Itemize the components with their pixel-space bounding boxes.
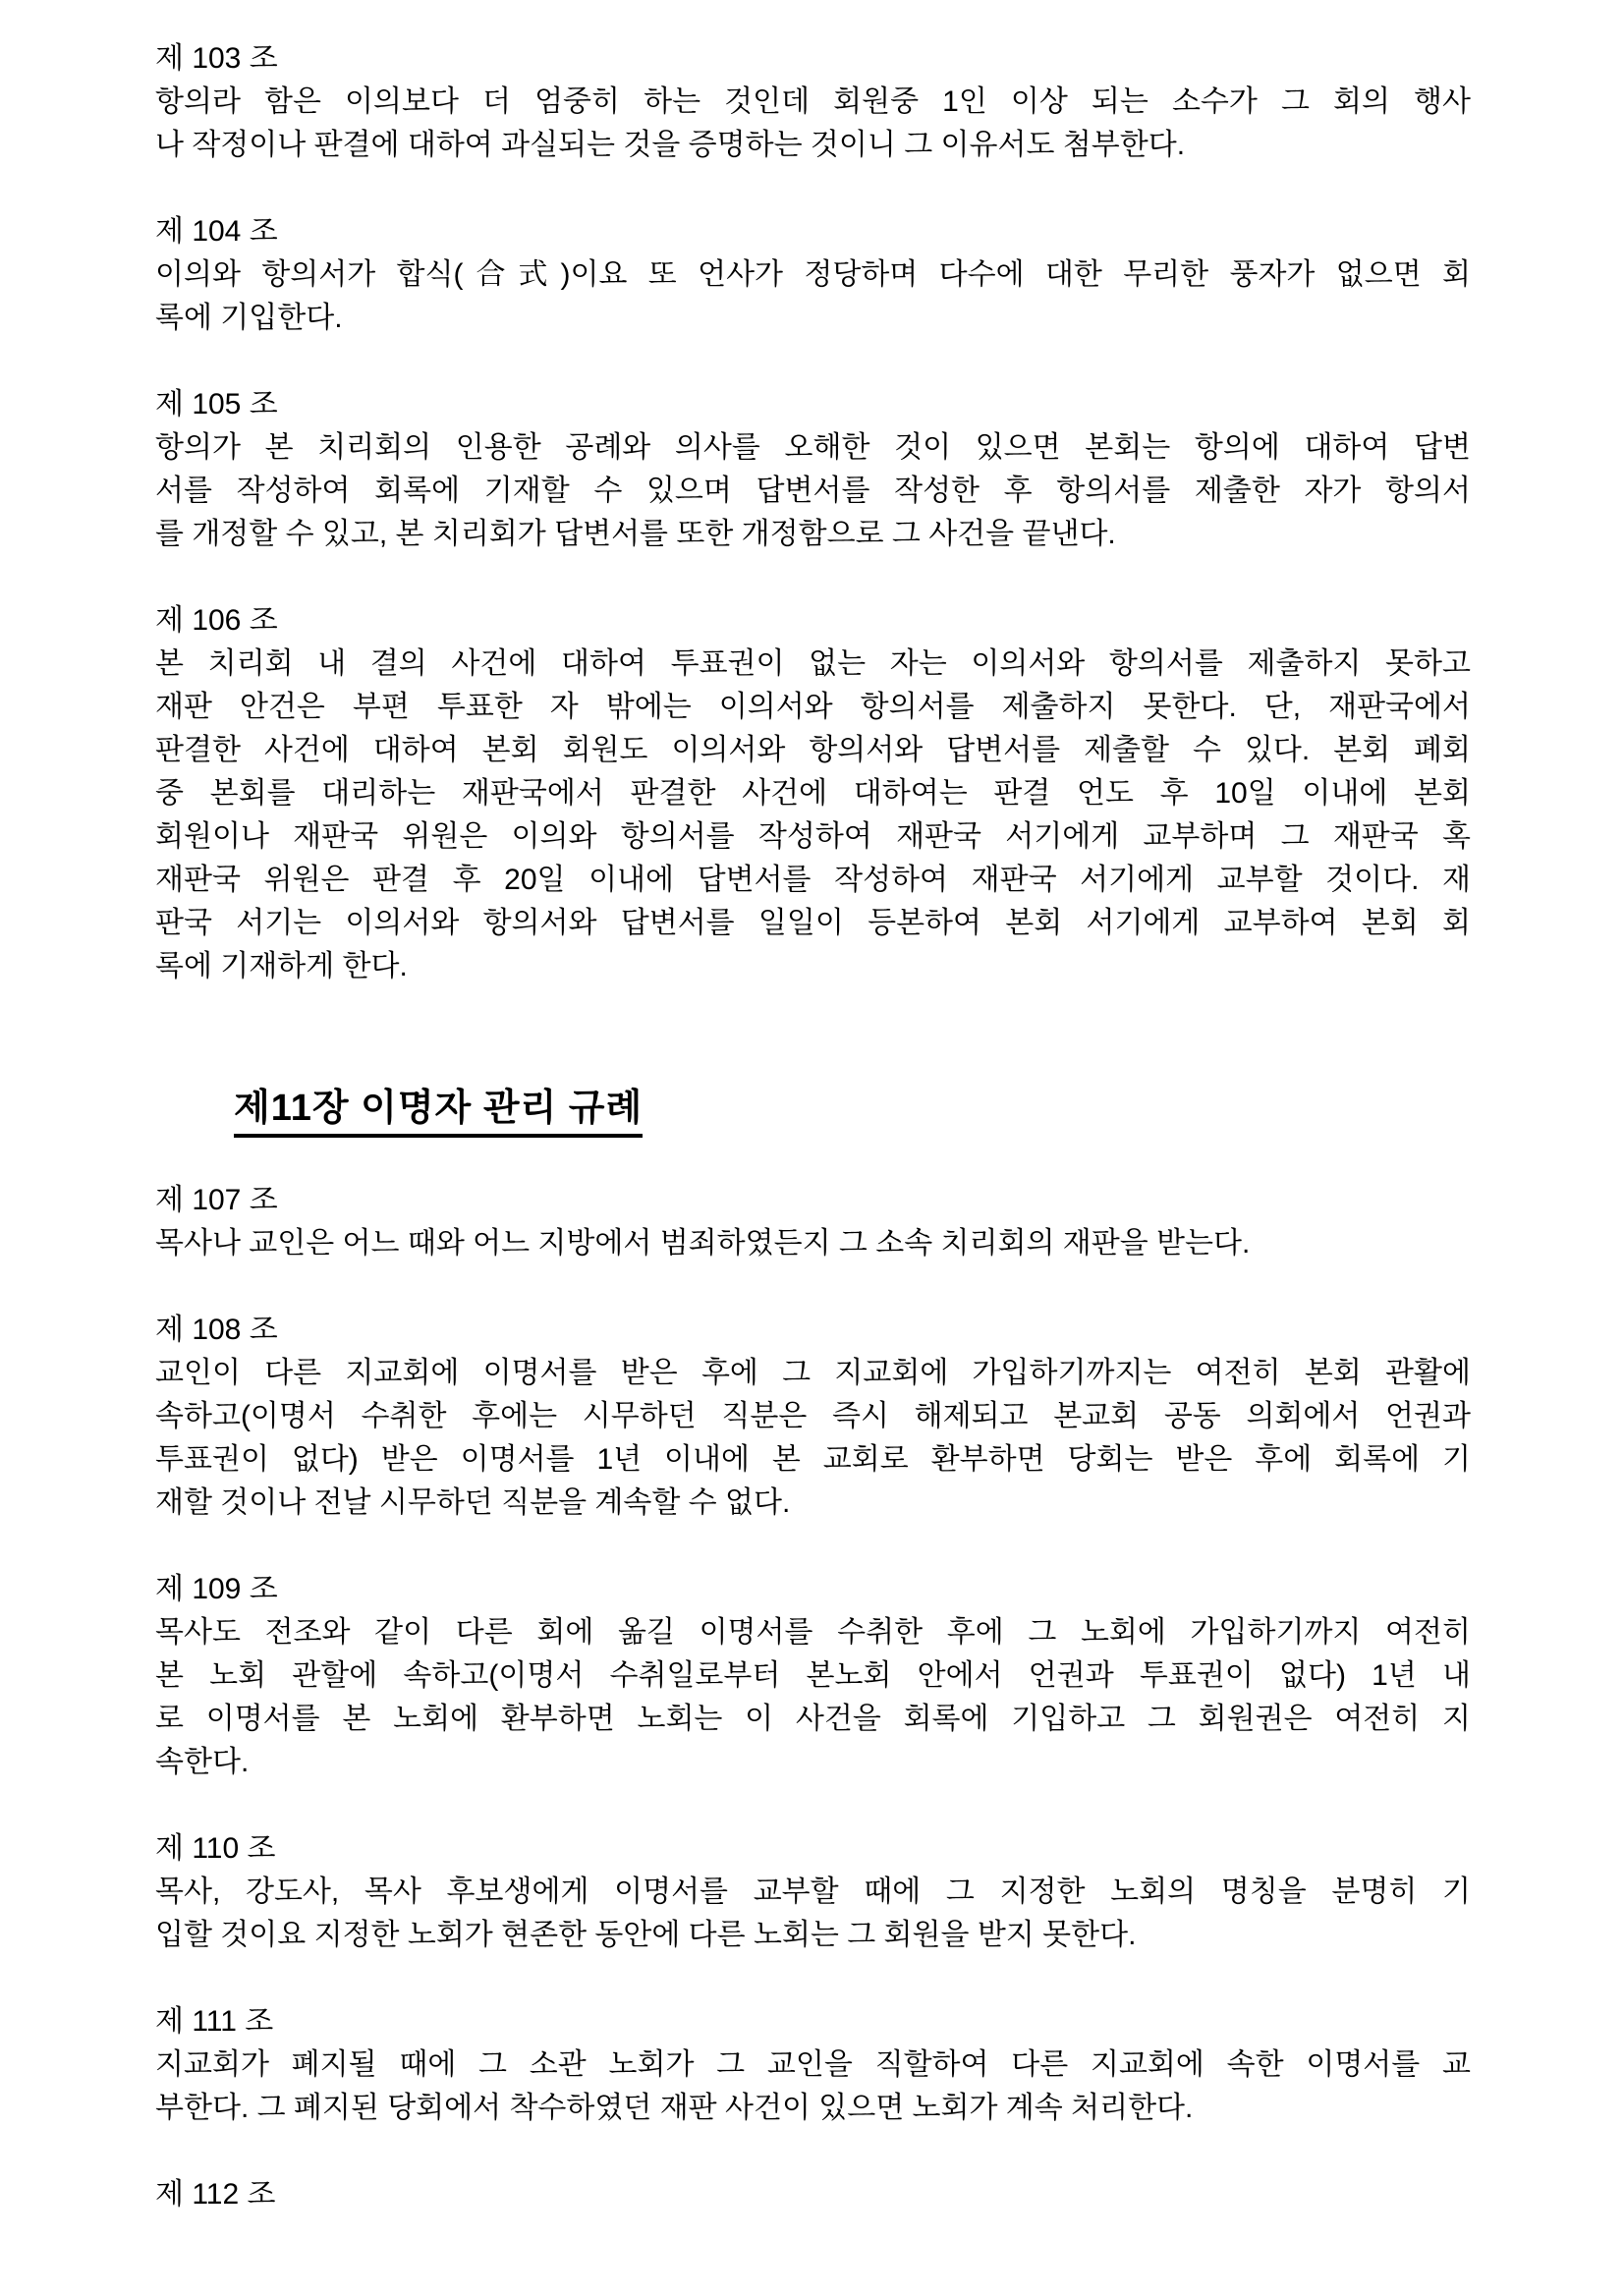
article bbox=[155, 37, 1471, 167]
article-line: 속한다. bbox=[155, 1746, 250, 1778]
article-line: 록에 기재하게 한다. bbox=[155, 950, 408, 982]
article-line: 를 개정할 수 있고, 본 치리회가 답변서를 또한 개정함으로 그 사건을 끝낸다. bbox=[155, 518, 1116, 550]
article-line: 교인이 다른 지교회에 이명서를 받은 후에 그 지교회에 가입하기까지는 여전히 본회 관활에 bbox=[155, 1357, 1471, 1389]
article-line: 입할 것이요 지정한 노회가 현존한 동안에 다른 노회는 그 회원을 받지 못한다. bbox=[155, 1919, 1137, 1951]
article-label: 제 109 조 bbox=[155, 1573, 278, 1605]
article-label: 제 110 조 bbox=[155, 1832, 276, 1865]
chapter-heading-text: 제11장 이명자 관리 규례 bbox=[234, 1085, 643, 1138]
chapter-heading bbox=[234, 1085, 1471, 1138]
article-label: 제 112 조 bbox=[155, 2178, 276, 2211]
article bbox=[155, 210, 1471, 340]
article bbox=[155, 1309, 1471, 1525]
article bbox=[155, 1179, 1471, 1265]
article bbox=[155, 599, 1471, 988]
article-line: 서를 작성하여 회록에 기재할 수 있으며 답변서를 작성한 후 항의서를 제출한 자가 항의서 bbox=[155, 475, 1471, 507]
article-line: 목사나 교인은 어느 때와 어느 지방에서 범죄하였든지 그 소속 치리회의 재판을 받는다. bbox=[155, 1227, 1251, 1260]
article-line: 속하고(이명서 수취한 후에는 시무하던 직분은 즉시 해제되고 본교회 공동 의회에서 언권과 bbox=[155, 1400, 1471, 1432]
article-line: 본 치리회 내 결의 사건에 대하여 투표권이 없는 자는 이의서와 항의서를 제출하지 못하고 bbox=[155, 647, 1471, 680]
article bbox=[155, 2000, 1471, 2130]
article-line: 목사, 강도사, 목사 후보생에게 이명서를 교부할 때에 그 지정한 노회의 명칭을 분명히 기 bbox=[155, 1876, 1471, 1908]
article-label: 제 105 조 bbox=[155, 388, 278, 420]
article bbox=[155, 1827, 1471, 1957]
article-label: 제 103 조 bbox=[155, 42, 278, 75]
article-line: 재할 것이나 전날 시무하던 직분을 계속할 수 없다. bbox=[155, 1486, 791, 1519]
article-line: 중 본회를 대리하는 재판국에서 판결한 사건에 대하여는 판결 언도 후 10일 이내에 본회 bbox=[155, 777, 1471, 810]
article-line: 이의와 항의서가 합식(合式)이요 또 언사가 정당하며 다수에 대한 무리한 풍자가 없으면 회 bbox=[155, 258, 1471, 291]
article-line: 투표권이 없다) 받은 이명서를 1년 이내에 본 교회로 환부하면 당회는 받은 후에 회록에 기 bbox=[155, 1443, 1471, 1476]
article-line: 본 노회 관할에 속하고(이명서 수취일로부터 본노회 안에서 언권과 투표권이 없다) 1년 내 bbox=[155, 1659, 1471, 1692]
article-line: 록에 기입한다. bbox=[155, 302, 343, 334]
article-line: 재판 안건은 부편 투표한 자 밖에는 이의서와 항의서를 제출하지 못한다. 단, 재판국에서 bbox=[155, 691, 1471, 723]
article-line: 목사도 전조와 같이 다른 회에 옮길 이명서를 수취한 후에 그 노회에 가입하기까지 여전히 bbox=[155, 1616, 1471, 1649]
article bbox=[155, 1568, 1471, 1784]
article-line: 판국 서기는 이의서와 항의서와 답변서를 일일이 등본하여 본회 서기에게 교부하여 본회 회 bbox=[155, 907, 1471, 939]
article bbox=[155, 2173, 1471, 2216]
article-label: 제 104 조 bbox=[155, 215, 278, 248]
article bbox=[155, 383, 1471, 556]
article-line: 부한다. 그 폐지된 당회에서 착수하였던 재판 사건이 있으면 노회가 계속 처리한다. bbox=[155, 2092, 1194, 2124]
article-line: 로 이명서를 본 노회에 환부하면 노회는 이 사건을 회록에 기입하고 그 회원권은 여전히 지 bbox=[155, 1703, 1471, 1735]
article-label: 제 107 조 bbox=[155, 1184, 278, 1216]
article-line: 판결한 사건에 대하여 본회 회원도 이의서와 항의서와 답변서를 제출할 수 있다. 본회 폐회 bbox=[155, 734, 1471, 766]
document-body bbox=[155, 37, 1471, 2216]
article-line: 항의라 함은 이의보다 더 엄중히 하는 것인데 회원중 1인 이상 되는 소수가 그 회의 행사 bbox=[155, 85, 1471, 118]
article-line: 회원이나 재판국 위원은 이의와 항의서를 작성하여 재판국 서기에게 교부하며 그 재판국 혹 bbox=[155, 820, 1471, 853]
article-line: 나 작정이나 판결에 대하여 과실되는 것을 증명하는 것이니 그 이유서도 첨부한다. bbox=[155, 129, 1186, 161]
article-line: 재판국 위원은 판결 후 20일 이내에 답변서를 작성하여 재판국 서기에게 교부할 것이다. 재 bbox=[155, 864, 1471, 896]
article-label: 제 111 조 bbox=[155, 2005, 274, 2038]
article-label: 제 106 조 bbox=[155, 604, 278, 637]
article-line: 항의가 본 치리회의 인용한 공례와 의사를 오해한 것이 있으면 본회는 항의에 대하여 답변 bbox=[155, 431, 1471, 464]
article-line: 지교회가 폐지될 때에 그 소관 노회가 그 교인을 직할하여 다른 지교회에 속한 이명서를 교 bbox=[155, 2048, 1471, 2081]
article-label: 제 108 조 bbox=[155, 1314, 278, 1346]
